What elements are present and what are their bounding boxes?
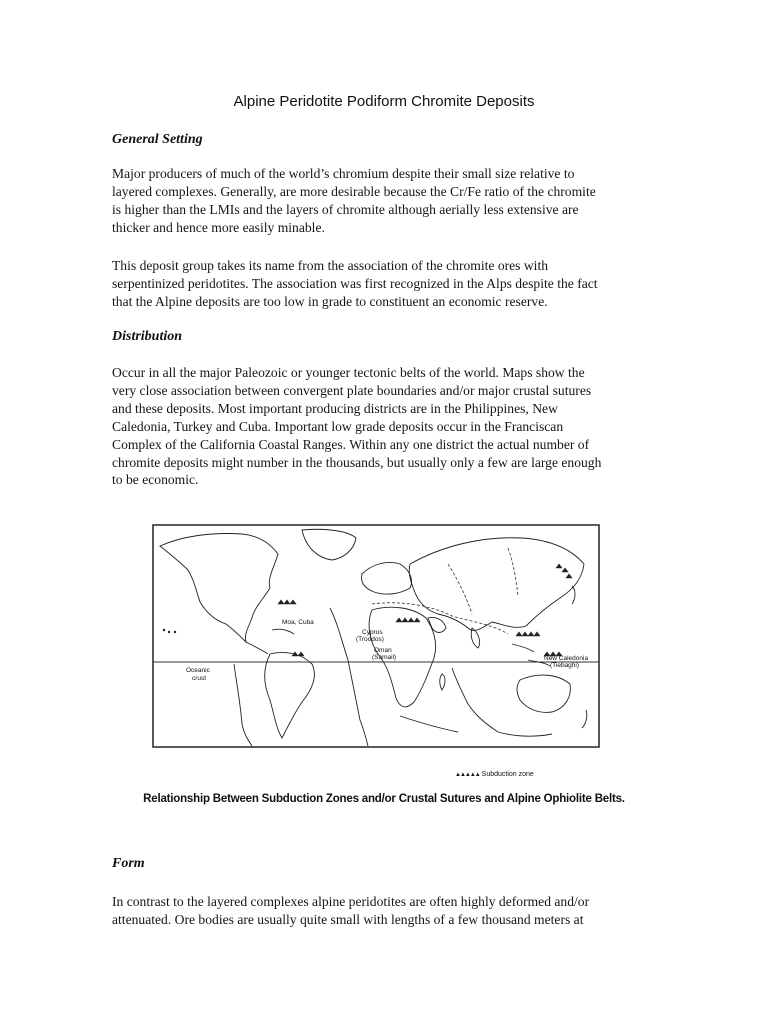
label-cyprus: Cyprus [362,629,383,636]
section-heading-form: Form [112,856,145,871]
text-line: Occur in all the major Paleozoic or younger tectonic belts of the world. Maps show the [112,365,585,380]
text-line: and these deposits. Most important producing districts are in the Philippines, New [112,400,558,416]
paragraph-distribution-1 [112,364,660,489]
text-line: to be economic. [112,472,199,488]
text-line: serpentinized peridotites. The association was first recognized in the Alps despite the fact [112,275,598,291]
text-line: that the Alpine deposits are too low in grade to constituent an economic reserve. [112,293,548,309]
label-oman: Oman [374,647,392,654]
label-samail: (Samail) [372,654,397,661]
section-heading-distribution: Distribution [112,329,183,344]
page-title: Alpine Peridotite Podiform Chromite Deposits [233,93,535,110]
world-map-image [152,524,600,748]
label-crust: crust [192,675,207,682]
text-line: is higher than the LMIs and the layers of chromite although aerially less extensive are [112,201,579,217]
paragraph-general-setting-1 [112,165,660,237]
text-line: layered complexes. Generally, are more desirable because the Cr/Fe ratio of the chromite [112,183,596,199]
text-line: thicker and hence more easily minable. [112,219,325,235]
label-troodos: (Troodos) [356,636,384,643]
subduction-zone-symbol: ▲▲▲▲▲ [455,772,480,778]
label-tiebaghi: (Tiebaghi) [550,662,580,669]
label-new-caledonia: New Caledonia [544,655,589,662]
figure-caption: Relationship Between Subduction Zones and/or Crustal Sutures and Alpine Ophiolite Belts. [143,793,625,805]
text-line: Complex of the California Coastal Ranges. Within any one district the actual number of [112,436,590,452]
legend-label: Subduction zone [481,771,534,778]
section-heading-general-setting: General Setting [112,132,203,147]
map-legend [455,771,534,778]
text-line: In contrast to the layered complexes alpine peridotites are often highly deformed and/or [112,894,590,909]
text-line: attenuated. Ore bodies are usually quite small with lengths of a few thousand meters at [112,911,584,927]
text-line: very close association between convergent plate boundaries and/or major crustal sutures [112,382,592,398]
text-line: Caledonia, Turkey and Cuba. Important low grade deposits occur in the Franciscan [112,418,564,434]
label-oceanic: Oceanic [186,667,210,674]
world-map-figure [152,524,600,748]
text-line: chromite deposits might number in the thousands, but usually only a few are large enough [112,454,602,470]
text-line: This deposit group takes its name from the association of the chromite ores with [112,258,549,273]
text-line: Major producers of much of the world’s chromium despite their small size relative to [112,166,575,181]
label-moa-cuba: Moa, Cuba [282,619,314,626]
paragraph-form-1 [112,893,660,929]
paragraph-general-setting-2 [112,257,660,311]
